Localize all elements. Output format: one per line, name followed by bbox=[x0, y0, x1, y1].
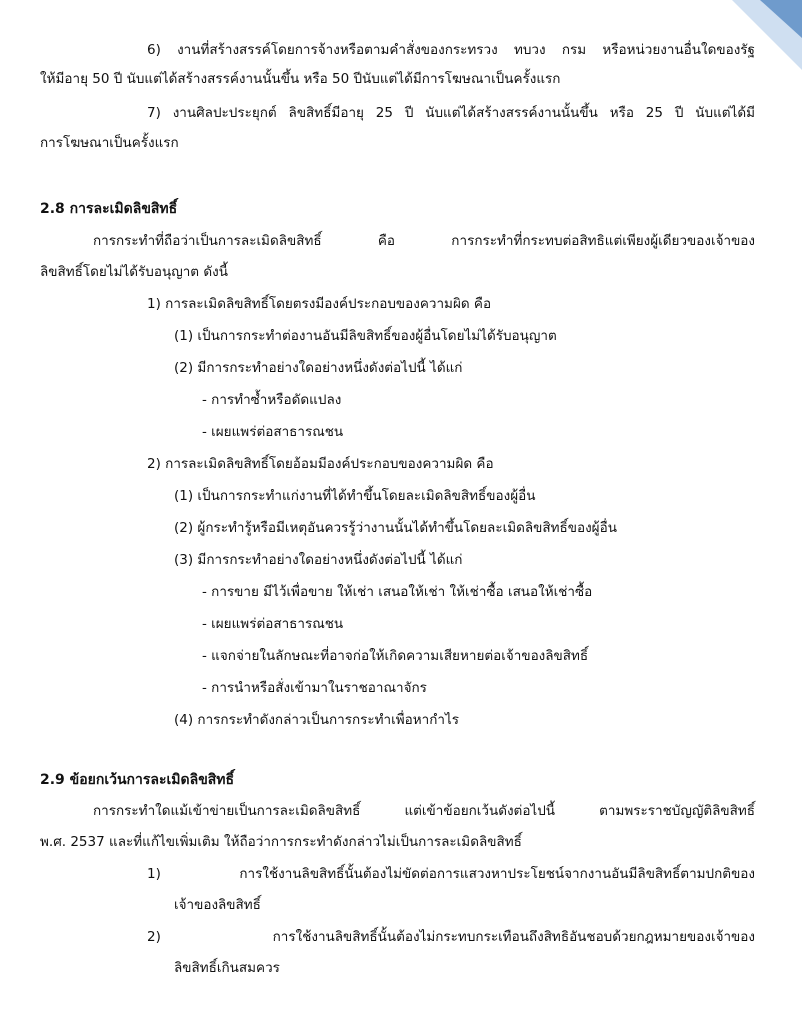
exception-2-line2: ลิขสิทธิ์เกินสมควร bbox=[174, 960, 280, 976]
section-2-8-intro-line1: การกระทำที่ถือว่าเป็นการละเมิดลิขสิทธิ์ คือ การกระทำที่กระทบต่อสิทธิแต่เพียงผู้เดียวของเจ้าของ bbox=[93, 233, 755, 249]
section-2-9-intro-line1: การกระทำใดแม้เข้าข่ายเป็นการละเมิดลิขสิทธิ์ แต่เข้าข้อยกเว้นดังต่อไปนี้ ตามพระราชบัญญัติลิขสิทธิ์ bbox=[93, 803, 755, 819]
item7-line2: การโฆษณาเป็นครั้งแรก bbox=[40, 135, 179, 151]
section-2-9-heading: 2.9 ข้อยกเว้นการละเมิดลิขสิทธิ์ bbox=[40, 772, 235, 788]
section-2-8-intro-line2: ลิขสิทธิ์โดยไม่ได้รับอนุญาต ดังนี้ bbox=[40, 264, 228, 280]
direct-act-item: - การทำซ้ำหรือดัดแปลง bbox=[202, 392, 342, 408]
indirect-infringement-element-3: (3) มีการกระทำอย่างใดอย่างหนึ่งดังต่อไปนี้ ได้แก่ bbox=[174, 552, 463, 568]
exception-1-line1: 1) การใช้งานลิขสิทธิ์นั้นต้องไม่ขัดต่อการแสวงหาประโยชน์จากงานอันมีลิขสิทธิ์ตามปกติของ bbox=[147, 866, 755, 882]
indirect-act-item: - เผยแพร่ต่อสาธารณชน bbox=[202, 616, 344, 632]
indirect-infringement-element-1: (1) เป็นการกระทำแก่งานที่ได้ทำขึ้นโดยละเมิดลิขสิทธิ์ของผู้อื่น bbox=[174, 488, 536, 504]
exception-1-line2: เจ้าของลิขสิทธิ์ bbox=[174, 897, 261, 913]
indirect-infringement-title: 2) การละเมิดลิขสิทธิ์โดยอ้อมมีองค์ประกอบของความผิด คือ bbox=[147, 456, 494, 472]
item7-line1: 7) งานศิลปะประยุกต์ ลิขสิทธิ์มีอายุ 25 ปี นับแต่ได้สร้างสรรค์งานนั้นขึ้น หรือ 25 ปี นับแต่ได้มี bbox=[147, 105, 755, 121]
item6-line2: ให้มีอายุ 50 ปี นับแต่ได้สร้างสรรค์งานนั้นขึ้น หรือ 50 ปีนับแต่ได้มีการโฆษณาเป็นครั้งแรก bbox=[40, 71, 561, 87]
direct-infringement-element-2: (2) มีการกระทำอย่างใดอย่างหนึ่งดังต่อไปนี้ ได้แก่ bbox=[174, 360, 463, 376]
indirect-act-item: - แจกจ่ายในลักษณะที่อาจก่อให้เกิดความเสียหายต่อเจ้าของลิขสิทธิ์ bbox=[202, 648, 589, 664]
exception-2-line1: 2) การใช้งานลิขสิทธิ์นั้นต้องไม่กระทบกระเทือนถึงสิทธิอันชอบด้วยกฎหมายของเจ้าของ bbox=[147, 929, 755, 945]
section-2-8-heading: 2.8 การละเมิดลิขสิทธิ์ bbox=[40, 201, 178, 217]
item6-line1: 6) งานที่สร้างสรรค์โดยการจ้างหรือตามคำสั่งของกระทรวง ทบวง กรม หรือหน่วยงานอื่นใดของรัฐ bbox=[147, 42, 755, 58]
indirect-infringement-element-4: (4) การกระทำดังกล่าวเป็นการกระทำเพื่อหากำไร bbox=[174, 712, 460, 728]
indirect-act-item: - การขาย มีไว้เพื่อขาย ให้เช่า เสนอให้เช่า ให้เช่าซื้อ เสนอให้เช่าซื้อ bbox=[202, 584, 593, 600]
direct-infringement-title: 1) การละเมิดลิขสิทธิ์โดยตรงมีองค์ประกอบของความผิด คือ bbox=[147, 296, 492, 312]
section-2-9-intro-line2: พ.ศ. 2537 และที่แก้ไขเพิ่มเติม ให้ถือว่าการกระทำดังกล่าวไม่เป็นการละเมิดลิขสิทธิ์ bbox=[40, 834, 522, 850]
direct-infringement-element-1: (1) เป็นการกระทำต่องานอันมีลิขสิทธิ์ของผู้อื่นโดยไม่ได้รับอนุญาต bbox=[174, 328, 557, 344]
indirect-infringement-element-2: (2) ผู้กระทำรู้หรือมีเหตุอันควรรู้ว่างานนั้นได้ทำขึ้นโดยละเมิดลิขสิทธิ์ของผู้อื่น bbox=[174, 520, 617, 536]
indirect-act-item: - การนำหรือสั่งเข้ามาในราชอาณาจักร bbox=[202, 680, 427, 696]
direct-act-item: - เผยแพร่ต่อสาธารณชน bbox=[202, 424, 344, 440]
